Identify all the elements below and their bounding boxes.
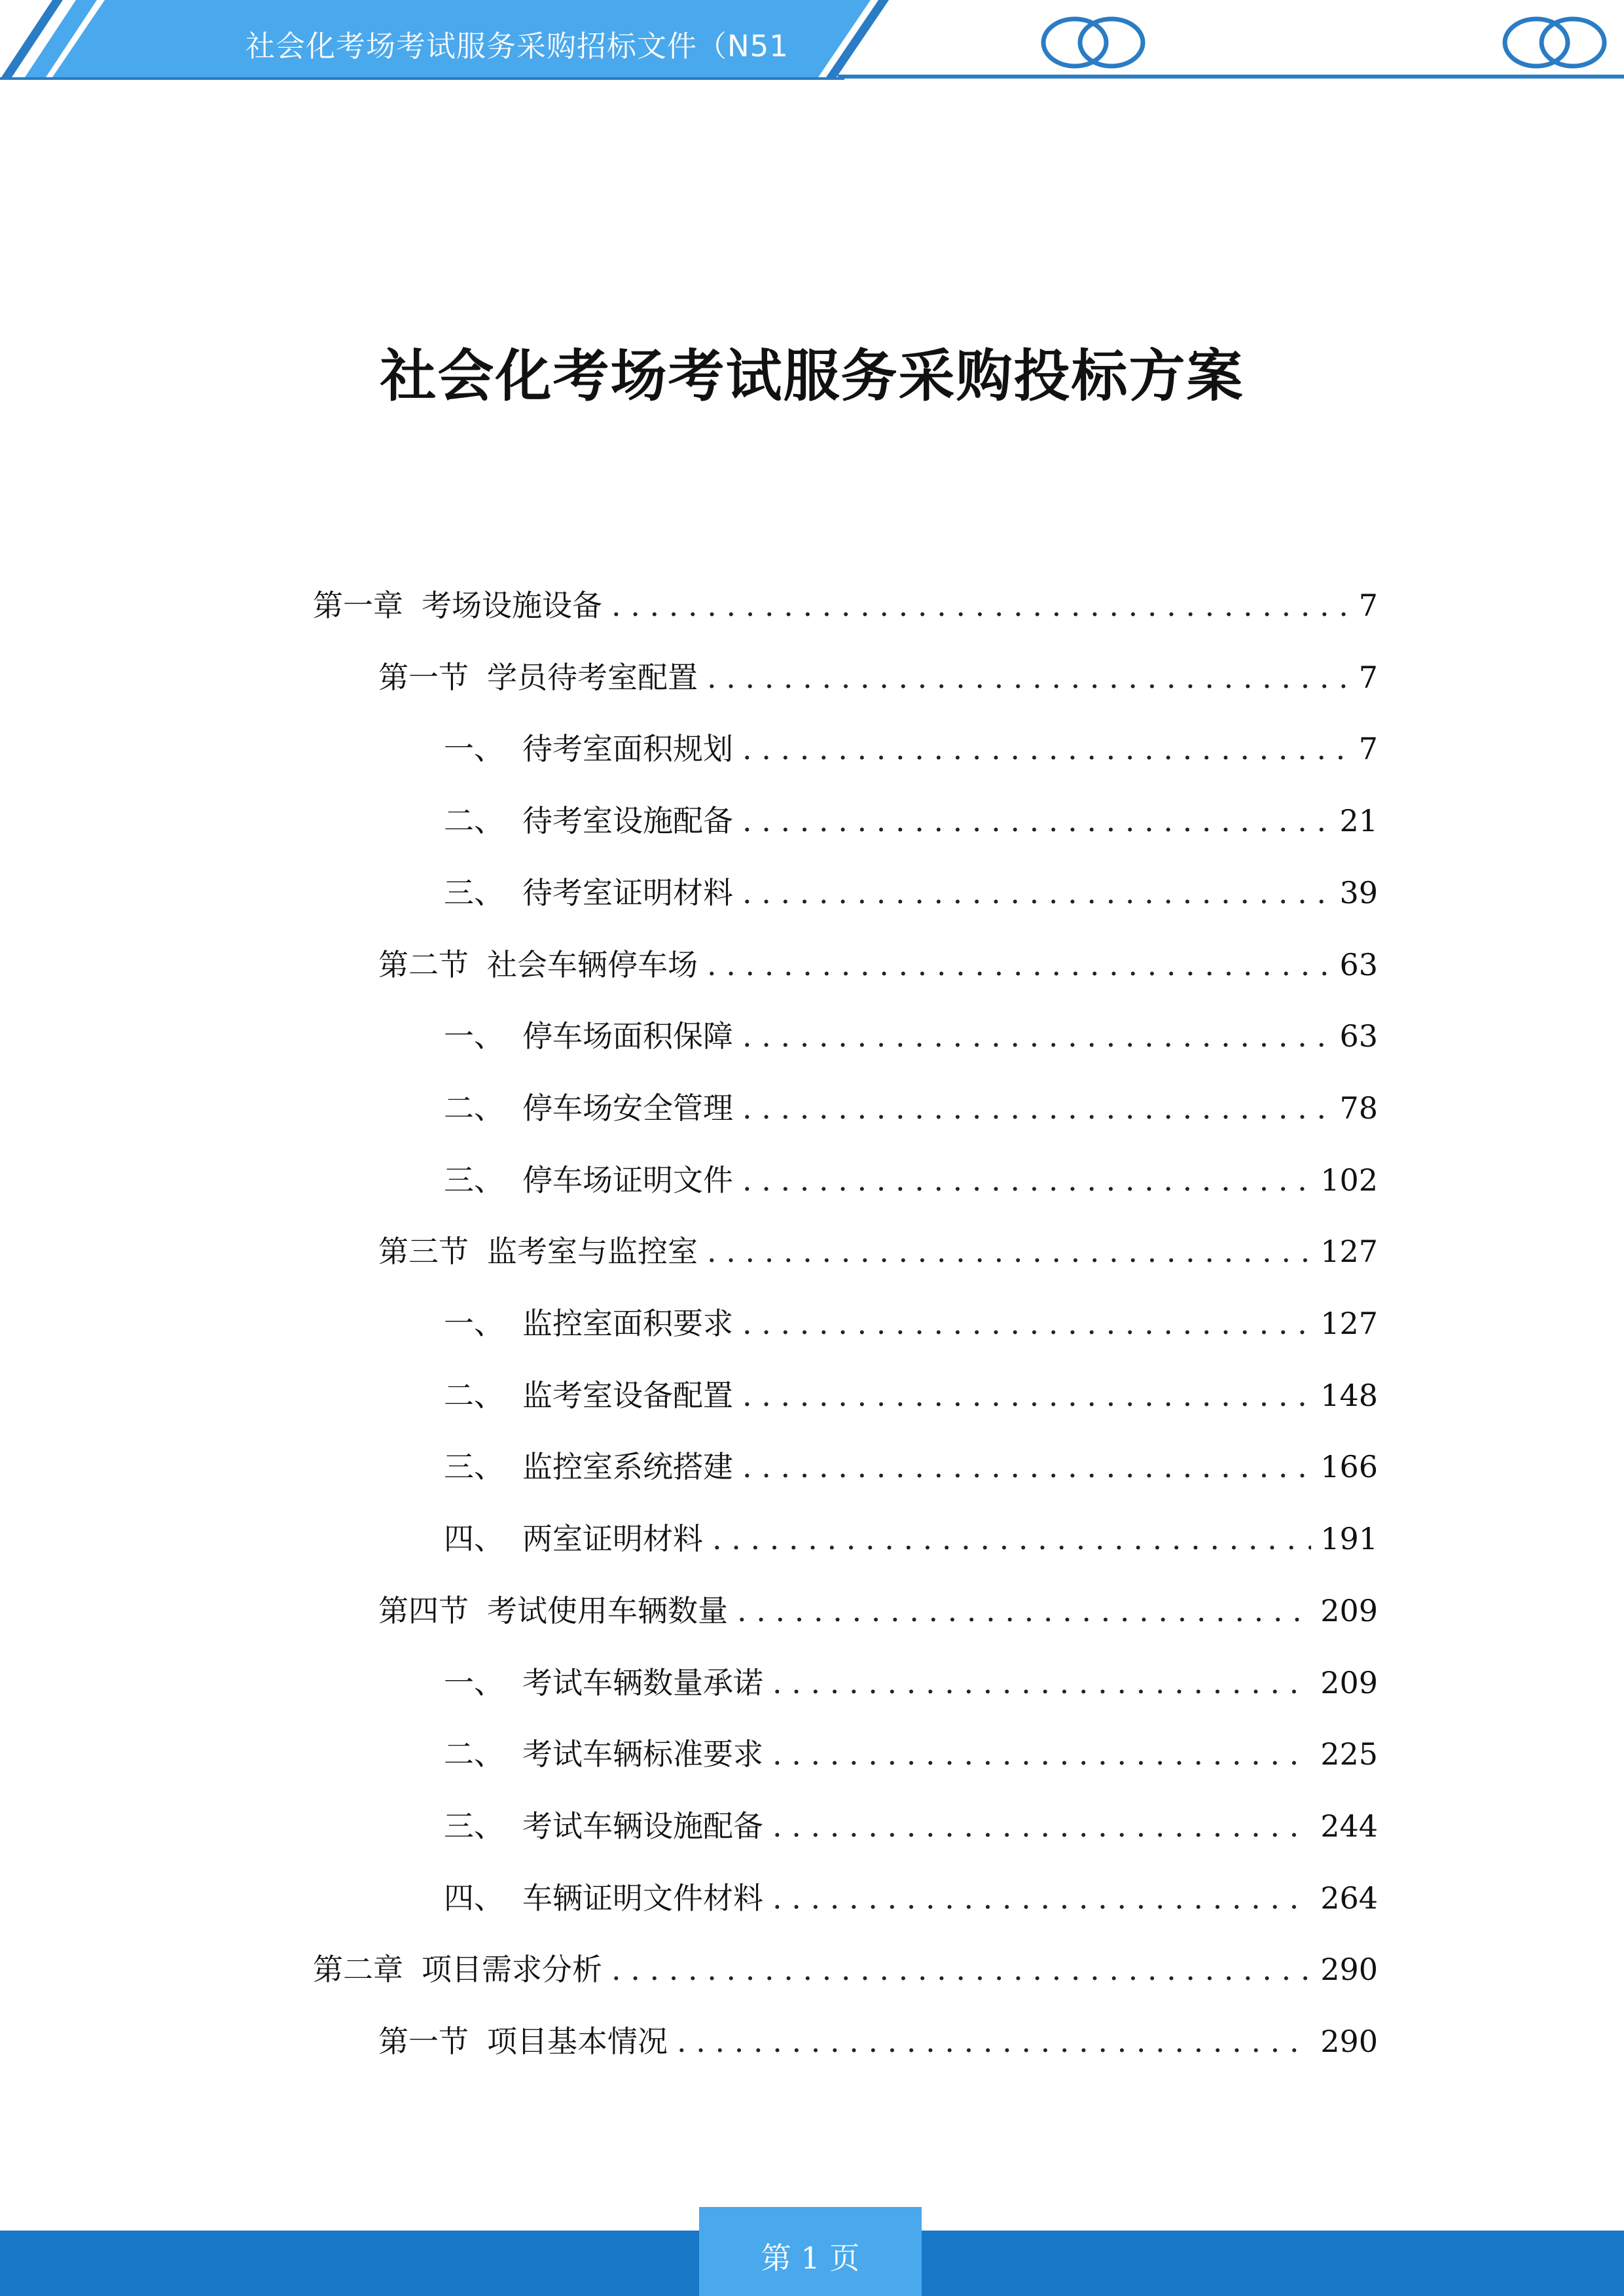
toc-entry-page: 244 xyxy=(1320,1808,1378,1844)
toc-entry[interactable] xyxy=(378,2022,1378,2061)
toc-entry-number: 第一章 xyxy=(313,588,403,623)
toc-entry-page: 63 xyxy=(1339,947,1378,982)
toc-entry-title: 学员待考室配置 xyxy=(487,660,698,695)
toc-entry-number: 第一节 xyxy=(378,660,469,695)
toc-entry-number: 第二章 xyxy=(313,1952,403,1987)
toc-dot-leader xyxy=(742,1376,1311,1415)
toc-entry-page: 225 xyxy=(1320,1736,1378,1772)
toc-entry-number: 四、 xyxy=(444,1521,504,1556)
toc-dot-leader xyxy=(742,873,1330,912)
rings-logo-icon xyxy=(1496,13,1614,72)
toc-entry-title: 考试车辆设施配备 xyxy=(522,1808,763,1844)
toc-entry[interactable] xyxy=(444,1016,1378,1056)
toc-dot-leader xyxy=(737,1591,1311,1630)
toc-entry-title: 待考室面积规划 xyxy=(522,731,733,766)
toc-dot-leader xyxy=(707,1232,1311,1271)
toc-entry-title: 考试车辆标准要求 xyxy=(522,1736,763,1772)
toc-entry-title: 考场设施设备 xyxy=(422,588,602,623)
toc-dot-leader xyxy=(611,1950,1311,1989)
toc-entry-number: 二、 xyxy=(444,803,504,838)
toc-entry-page: 78 xyxy=(1339,1090,1378,1126)
toc-dot-leader xyxy=(707,658,1350,697)
toc-entry[interactable] xyxy=(444,1878,1378,1918)
toc-dot-leader xyxy=(742,801,1330,840)
toc-entry[interactable] xyxy=(378,1591,1378,1630)
toc-entry-title: 停车场证明文件 xyxy=(522,1162,733,1198)
toc-entry-number: 一、 xyxy=(444,1018,504,1054)
toc-entry-title: 社会车辆停车场 xyxy=(487,947,698,982)
toc-entry[interactable] xyxy=(378,1232,1378,1271)
toc-entry[interactable] xyxy=(444,1304,1378,1343)
toc-entry[interactable] xyxy=(444,1376,1378,1415)
toc-entry-number: 三、 xyxy=(444,1449,504,1484)
toc-entry-title: 待考室证明材料 xyxy=(522,875,733,910)
toc-dot-leader xyxy=(772,1734,1311,1774)
toc-entry[interactable] xyxy=(444,1447,1378,1486)
toc-entry-title: 监控室系统搭建 xyxy=(522,1449,733,1484)
toc-dot-leader xyxy=(742,1160,1311,1200)
toc-entry-title: 停车场面积保障 xyxy=(522,1018,733,1054)
toc-entry[interactable] xyxy=(444,1519,1378,1558)
toc-entry-page: 148 xyxy=(1320,1378,1378,1413)
toc-entry-number: 二、 xyxy=(444,1090,504,1126)
toc-entry-title: 项目基本情况 xyxy=(487,2024,668,2059)
toc-entry-title: 考试使用车辆数量 xyxy=(487,1593,728,1628)
page-number-tab xyxy=(699,2207,922,2296)
toc-entry[interactable] xyxy=(378,658,1378,697)
toc-entry-title: 待考室设施配备 xyxy=(522,803,733,838)
toc-dot-leader xyxy=(772,1878,1311,1918)
toc-entry-title: 车辆证明文件材料 xyxy=(522,1880,763,1916)
toc-entry[interactable] xyxy=(444,729,1378,768)
toc-entry-page: 7 xyxy=(1358,731,1378,766)
toc-entry-page: 290 xyxy=(1320,1952,1378,1987)
toc-entry-number: 二、 xyxy=(444,1736,504,1772)
toc-dot-leader xyxy=(707,945,1330,984)
toc-entry-number: 第一节 xyxy=(378,2024,469,2059)
toc-entry-page: 191 xyxy=(1320,1521,1378,1556)
toc-entry-title: 监考室与监控室 xyxy=(487,1234,698,1269)
toc-entry[interactable] xyxy=(444,1088,1378,1128)
toc-dot-leader xyxy=(742,1088,1330,1128)
toc-entry-number: 三、 xyxy=(444,875,504,910)
toc-dot-leader xyxy=(742,1447,1311,1486)
toc-entry[interactable] xyxy=(444,1806,1378,1846)
toc-entry-page: 7 xyxy=(1358,660,1378,695)
document-title: 社会化考场考试服务采购投标方案 xyxy=(380,343,1244,409)
toc-dot-leader xyxy=(712,1519,1311,1558)
toc-entry-page: 209 xyxy=(1320,1593,1378,1628)
toc-entry-number: 第三节 xyxy=(378,1234,469,1269)
toc-entry-title: 停车场安全管理 xyxy=(522,1090,733,1126)
rings-logo-icon xyxy=(1034,13,1152,72)
toc-entry[interactable] xyxy=(313,1950,1378,1989)
toc-dot-leader xyxy=(772,1806,1311,1846)
toc-entry-number: 一、 xyxy=(444,1306,504,1341)
toc-dot-leader xyxy=(742,729,1350,768)
toc-entry-number: 二、 xyxy=(444,1378,504,1413)
toc-dot-leader xyxy=(677,2022,1311,2061)
toc-entry[interactable] xyxy=(444,873,1378,912)
toc-entry-page: 39 xyxy=(1339,875,1378,910)
toc-entry-page: 127 xyxy=(1320,1306,1378,1341)
toc-entry-page: 21 xyxy=(1339,803,1378,838)
toc-entry-number: 第四节 xyxy=(378,1593,469,1628)
toc-entry-title: 监考室设备配置 xyxy=(522,1378,733,1413)
toc-entry-number: 三、 xyxy=(444,1808,504,1844)
header-title: 社会化考场考试服务采购招标文件（N51 xyxy=(245,29,789,63)
toc-dot-leader xyxy=(772,1663,1311,1702)
toc-entry[interactable] xyxy=(444,1734,1378,1774)
toc-entry-page: 102 xyxy=(1320,1162,1378,1198)
toc-entry[interactable] xyxy=(444,801,1378,840)
toc-entry[interactable] xyxy=(444,1663,1378,1702)
toc-dot-leader xyxy=(742,1304,1311,1343)
toc-entry-page: 209 xyxy=(1320,1665,1378,1700)
toc-entry-title: 两室证明材料 xyxy=(522,1521,703,1556)
toc-entry-title: 考试车辆数量承诺 xyxy=(522,1665,763,1700)
header-banner xyxy=(0,0,1624,85)
toc-dot-leader xyxy=(742,1016,1330,1056)
toc-entry-page: 264 xyxy=(1320,1880,1378,1916)
toc-entry-page: 166 xyxy=(1320,1449,1378,1484)
toc-entry-number: 四、 xyxy=(444,1880,504,1916)
toc-entry-title: 项目需求分析 xyxy=(422,1952,602,1987)
toc-entry[interactable] xyxy=(313,586,1378,625)
toc-entry-page: 290 xyxy=(1320,2024,1378,2059)
toc-entry[interactable] xyxy=(444,1160,1378,1200)
toc-entry-page: 7 xyxy=(1358,588,1378,623)
toc-entry-page: 63 xyxy=(1339,1018,1378,1054)
toc-entry-number: 第二节 xyxy=(378,947,469,982)
page-footer xyxy=(0,2231,1624,2296)
page-header xyxy=(0,0,1624,85)
toc-entry-number: 一、 xyxy=(444,731,504,766)
page-number: 第 1 页 xyxy=(761,2240,860,2276)
toc-entry-number: 一、 xyxy=(444,1665,504,1700)
toc-dot-leader xyxy=(611,586,1350,625)
toc-entry-title: 监控室面积要求 xyxy=(522,1306,733,1341)
toc-entry[interactable] xyxy=(378,945,1378,984)
toc-entry-number: 三、 xyxy=(444,1162,504,1198)
toc-entry-page: 127 xyxy=(1320,1234,1378,1269)
